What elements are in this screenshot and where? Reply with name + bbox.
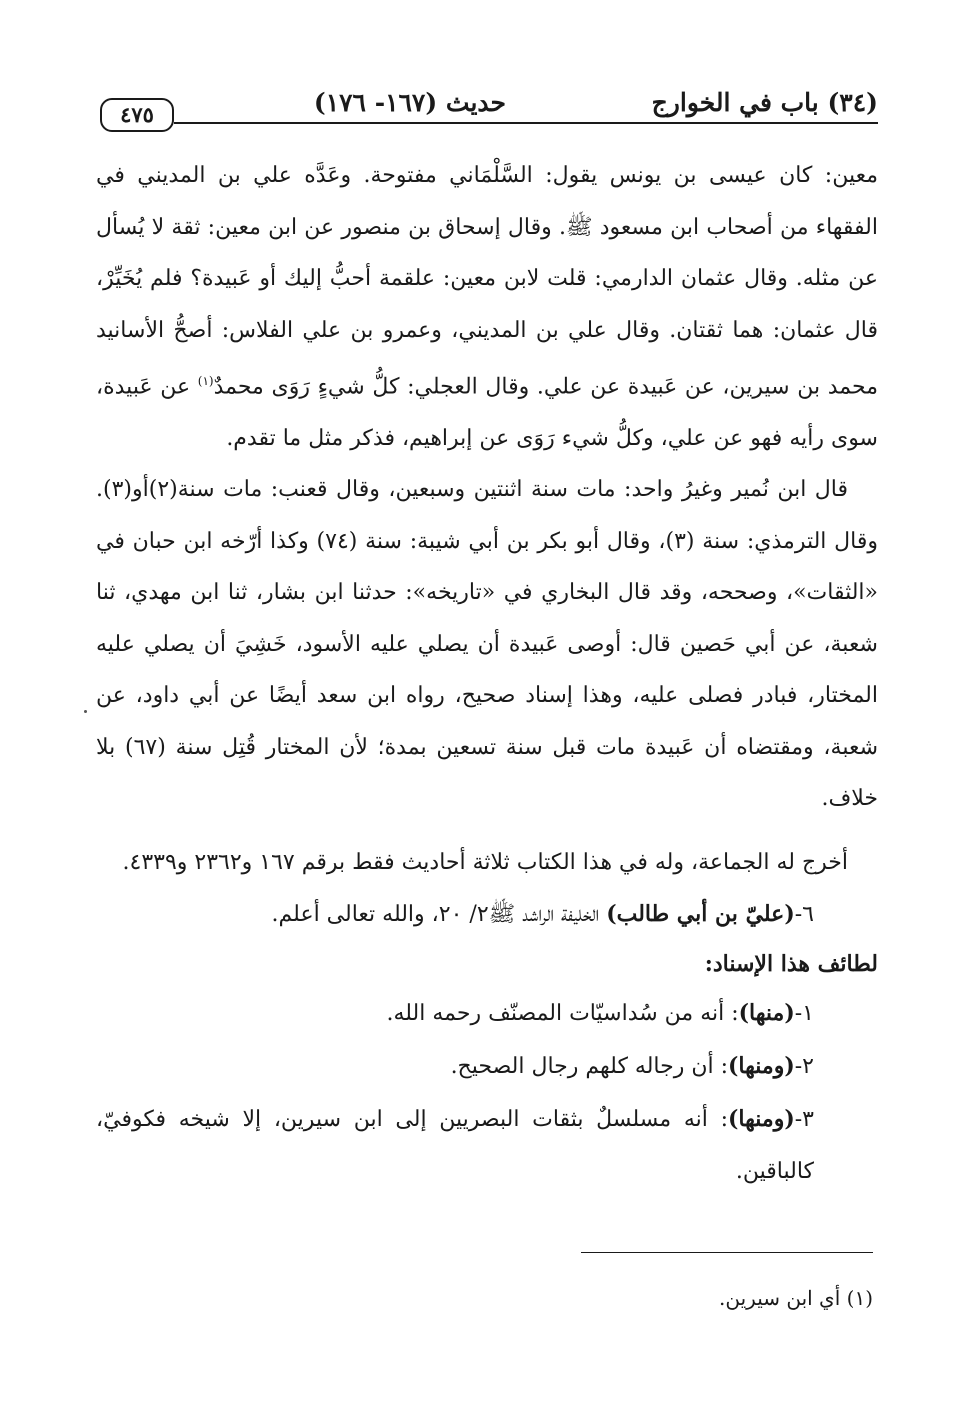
point-2-label: (ومنها) <box>728 1053 795 1080</box>
point-3-number: ٣- <box>794 1107 814 1133</box>
chapter-title: (٣٤) باب في الخوارج <box>651 88 878 117</box>
paragraph-1 <box>96 150 878 464</box>
narrator-item <box>96 888 878 941</box>
point-1 <box>96 987 878 1040</box>
footnote-separator <box>581 1252 873 1253</box>
header-rule <box>174 122 878 124</box>
hadith-range: حديث (١٦٧- ١٧٦) <box>313 88 506 117</box>
point-1-label: (منها) <box>738 1000 795 1027</box>
narrator-name: (عليّ بن أبي طالب) <box>606 901 795 928</box>
narrator-number: ٦- <box>794 902 814 928</box>
narrator-details: الخليفة الراشد ﷺ٢/ ٢٠، والله تعالى أعلم. <box>271 902 607 928</box>
scan-speck <box>84 710 87 713</box>
page-number: ٤٧٥ <box>100 98 174 132</box>
point-3-text: : أنه مسلسلٌ بثقات البصريين إلى ابن سيرين، إلا شيخه فكوفيّ، كالباقين. <box>96 1107 814 1185</box>
point-3 <box>96 1093 878 1198</box>
point-2-text: : أن رجاله كلهم رجال الصحيح. <box>450 1054 729 1080</box>
paragraph-1-text: معين: كان عيسى بن يونس يقول: السَّلْمَاني مفتوحة. وعَدَّه علي بن المديني في الفقهاء من أصحاب ابن مسعود ﷺ. وقال إسحاق بن منصور عن ابن معين: ثقة لا يُسأل عن مثله. وقال عثمان الدارمي: قلت لابن معين: علقمة أحبُّ إليك أو عَبيدة؟ فلم يُخَيِّرْ، قال عثمان: هما ثقتان. وقال علي بن المديني، وعمرو بن علي الفلاس: أصحُّ الأسانيد محمد بن سيرين، عن عَبيدة عن علي. وقال العجلي: كلُّ شيءٍ رَوَى محمدٌ <box>96 163 878 400</box>
spacer <box>96 825 878 837</box>
point-1-number: ١- <box>794 1001 814 1027</box>
footnote-marker: (١) <box>197 374 214 388</box>
paragraph-2: قال ابن نُمير وغيرُ واحد: مات سنة اثنتين وسبعين، وقال قعنب: مات سنة(٢)أو(٣). وقال الترمذي: سنة (٣)، وقال أبو بكر بن أبي شيبة: سنة (٧٤) وكذا أرّخه ابن حبان في «الثقات»، وصححه، وقد قال البخاري في «تاريخه»: حدثنا ابن بشار، ثنا ابن مهدي، ثنا شعبة، عن أبي حَصين قال: أوصى عَبيدة أن يصلي عليه الأسود، خَشِيَ أن يصلي عليه المختار، فبادر فصلى عليه، وهذا إسناد صحيح، رواه ابن سعد أيضًا عن أبي داود، عن شعبة، ومقتضاه أن عَبيدة مات قبل سنة تسعين بمدة؛ لأن المختار قُتِل سنة (٦٧) بلا خلاف. <box>96 477 879 812</box>
section-heading: لطائف هذا الإسناد: <box>704 951 878 978</box>
point-2-number: ٢- <box>794 1054 814 1080</box>
paragraph-1-tail: عن عَبيدة، سوى رأيه فهو عن علي، وكلُّ شيء رَوَى عن إبراهيم، فذكر مثل ما تقدم. <box>96 374 878 451</box>
point-2 <box>96 1040 878 1093</box>
running-header <box>96 84 878 128</box>
point-3-label: (ومنها) <box>728 1106 795 1133</box>
paragraph-3: أخرج له الجماعة، وله في هذا الكتاب ثلاثة أحاديث فقط برقم ١٦٧ و٢٣٦٢ و٤٣٣٩. <box>122 849 848 875</box>
main-text <box>96 150 878 1198</box>
footnote: (١) أي ابن سيرين. <box>719 1286 873 1310</box>
point-1-text: : أنه من سُداسيّات المصنّف رحمه الله. <box>386 1001 739 1027</box>
